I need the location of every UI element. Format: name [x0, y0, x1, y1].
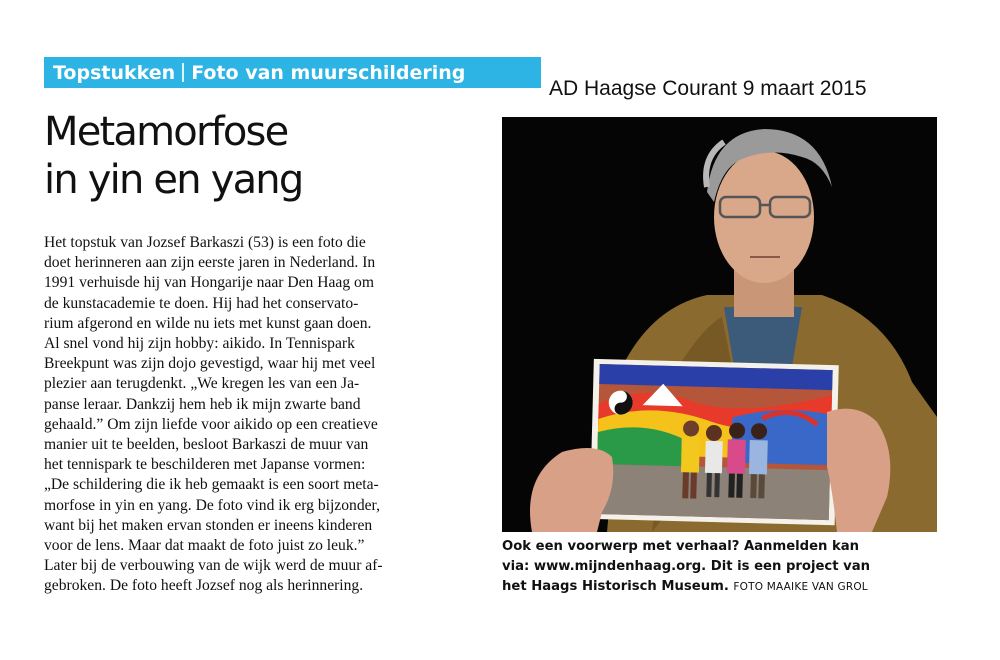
body-line: gehaald.” Om zijn liefde voor aikido op een creatieve: [44, 415, 378, 433]
body-line: gebroken. De foto heeft Jozsef nog als herinnering.: [44, 577, 364, 595]
section-divider: [182, 63, 184, 82]
source-line: AD Haagse Courant 9 maart 2015: [549, 77, 867, 100]
body-line: Al snel vond hij zijn hobby: aikido. In Tennispark: [44, 335, 355, 353]
body-line: Later bij de verbouwing van de wijk werd de muur af-: [44, 557, 383, 575]
caption-text: het Haags Historisch Museum.: [502, 579, 729, 594]
headline: [44, 108, 302, 204]
body-line: morfose in yin en yang. De foto vind ik erg bijzonder,: [44, 496, 381, 514]
body-line: de kunstacademie te doen. Hij had het conservato-: [44, 294, 359, 312]
section-label: Topstukken: [53, 61, 176, 84]
body-line: rium afgerond en wilde nu iets met kunst gaan doen.: [44, 314, 372, 332]
headline-line: Metamorfose: [44, 109, 288, 155]
body-line: 1991 verhuisde hij van Hongarije naar Den Haag om: [44, 274, 374, 292]
body-line: het tennispark te beschilderen met Japanse vormen:: [44, 456, 366, 474]
caption-line: [502, 577, 942, 597]
body-line: panse leraar. Dankzij hem heb ik mijn zwarte band: [44, 395, 361, 413]
portrait-photo: [502, 117, 937, 532]
body-line: doet herinneren aan zijn eerste jaren in Nederland. In: [44, 254, 376, 272]
photo-caption: [502, 537, 942, 597]
article-body: [44, 233, 464, 597]
body-line: manier uit te beelden, besloot Barkaszi de muur van: [44, 436, 369, 454]
body-line: Het topstuk van Jozsef Barkaszi (53) is een foto die: [44, 234, 366, 251]
body-line: voor de lens. Maar dat maakt de foto juist zo leuk.”: [44, 537, 365, 555]
headline-line: in yin en yang: [44, 157, 303, 203]
subsection-label: Foto van muurschildering: [191, 61, 466, 84]
body-line: „De schildering die ik heb gemaakt is een soort meta-: [44, 476, 379, 494]
body-line: plezier aan terugdenkt. „We kregen les van een Ja-: [44, 375, 360, 393]
caption-line: Ook een voorwerp met verhaal? Aanmelden kan: [502, 539, 860, 554]
body-line: Breekpunt was zijn dojo gevestigd, waar hij met veel: [44, 355, 376, 373]
body-line: want bij het maken ervan stonden er ineens kinderen: [44, 516, 373, 534]
section-banner: [44, 57, 541, 88]
photo-credit: FOTO MAAIKE VAN GROL: [733, 581, 868, 593]
caption-line: via: www.mijndenhaag.org. Dit is een project van: [502, 559, 871, 574]
